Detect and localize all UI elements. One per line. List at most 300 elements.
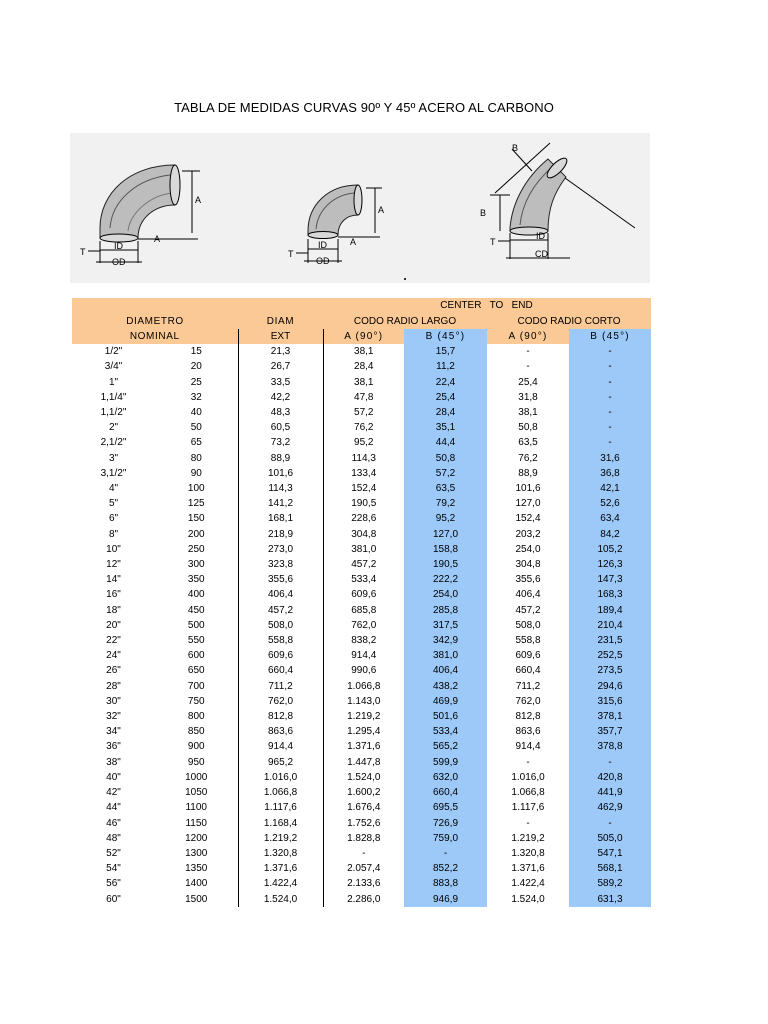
fig2-t: T: [288, 249, 294, 259]
b45-header: B (45°): [404, 329, 487, 344]
b45-corto-cell: 547,1: [569, 846, 651, 861]
table-row: [72, 542, 651, 557]
b45-corto-cell: 378,1: [569, 709, 651, 724]
b45-corto-cell: -: [569, 816, 651, 831]
nominal-inch-cell: 3": [108, 452, 119, 464]
fig1-t: T: [80, 247, 86, 257]
b45-largo-cell: 632,0: [404, 770, 487, 785]
diam-ext-cell: 1.117,6: [238, 800, 323, 815]
b45-corto-cell: 589,2: [569, 876, 651, 891]
nominal-dn-cell: 1150: [185, 817, 207, 829]
a90-corto-cell: -: [526, 361, 530, 373]
nominal-dn-cell: 700: [187, 680, 205, 692]
table-row: [72, 603, 651, 618]
a90-corto-cell: 88,9: [518, 467, 538, 479]
table-row: [72, 876, 651, 891]
nominal-dn-cell: 32: [190, 391, 202, 403]
b45-largo-cell: 342,9: [404, 633, 487, 648]
fig1-od: OD: [112, 257, 126, 267]
diam-ext-cell: 660,4: [238, 663, 323, 678]
header-row-1: [72, 298, 651, 314]
a90-corto-cell: 1.524,0: [511, 893, 545, 905]
a90-corto-cell: 1.320,8: [511, 847, 545, 859]
elbow-diagrams: [70, 133, 650, 283]
nominal-dn-cell: 1050: [185, 787, 208, 799]
table-row: [72, 420, 651, 435]
nominal-inch-cell: 6": [108, 513, 119, 525]
nominal-inch-cell: 46": [106, 817, 121, 829]
nominal-inch-cell: 34": [106, 726, 121, 738]
diam-ext-cell: 42,2: [238, 390, 323, 405]
b45-largo-cell: 44,4: [404, 435, 487, 450]
a90-largo-cell: 1.066,8: [323, 679, 404, 694]
nominal-dn-cell: 150: [187, 513, 205, 525]
nominal-dn-cell: 750: [187, 695, 205, 707]
a90-largo-cell: 1.143,0: [323, 694, 404, 709]
fig2-id: ID: [318, 240, 327, 250]
b45-largo-cell: 222,2: [404, 572, 487, 587]
a90-largo-cell: 76,2: [323, 420, 404, 435]
diam-ext-cell: 1.066,8: [238, 785, 323, 800]
a90-corto-cell: 38,1: [518, 407, 538, 419]
table-row: [72, 755, 651, 770]
a90-corto-cell: 863,6: [515, 726, 541, 738]
nominal-inch-cell: 1/2": [104, 346, 123, 358]
b45-corto-cell: -: [569, 359, 651, 374]
nominal-inch-cell: 24": [106, 650, 121, 662]
a90-largo-cell: 1.828,8: [323, 831, 404, 846]
nominal-dn-cell: 50: [190, 422, 202, 434]
a90-largo-cell: 685,8: [323, 603, 404, 618]
b45-corto-cell: 252,5: [569, 648, 651, 663]
b45-largo-cell: 533,4: [404, 724, 487, 739]
nominal-inch-cell: 4": [108, 483, 119, 495]
diam-ext-cell: 101,6: [238, 466, 323, 481]
table-row: [72, 481, 651, 496]
nominal-dn-cell: 20: [190, 361, 202, 373]
table-row: [72, 816, 651, 831]
b45-corto-cell: 31,6: [569, 451, 651, 466]
table-row: [72, 557, 651, 572]
codo-largo-header: CODO RADIO LARGO: [323, 314, 487, 330]
a90-largo-cell: 304,8: [323, 527, 404, 542]
table-row: [72, 633, 651, 648]
a90-largo-cell: 57,2: [323, 405, 404, 420]
a90-corto-header: A (90°): [487, 329, 569, 344]
diam-ext-cell: 218,9: [238, 527, 323, 542]
a90-corto-cell: 127,0: [515, 498, 541, 510]
a90-corto-cell: 1.117,6: [511, 802, 545, 814]
a90-largo-cell: 38,1: [323, 375, 404, 390]
diam-ext-cell: 457,2: [238, 603, 323, 618]
a90-largo-cell: 2.133,6: [323, 876, 404, 891]
b45-largo-cell: 79,2: [404, 496, 487, 511]
nominal-dn-cell: 125: [187, 498, 205, 510]
diam-ext-cell: 33,5: [238, 375, 323, 390]
b45-corto-cell: 273,5: [569, 663, 651, 678]
b45-corto-cell: 441,9: [569, 785, 651, 800]
diam-ext-cell: 1.168,4: [238, 816, 323, 831]
a90-largo-cell: 152,4: [323, 481, 404, 496]
nominal-dn-cell: 500: [187, 619, 205, 631]
a90-corto-cell: 63,5: [518, 437, 538, 449]
a90-corto-cell: 406,4: [515, 589, 541, 601]
table-row: [72, 435, 651, 450]
nominal-dn-cell: 1350: [185, 863, 208, 875]
diam-ext-cell: 558,8: [238, 633, 323, 648]
a90-largo-cell: 2.286,0: [323, 892, 404, 907]
diam-ext-cell: 1.320,8: [238, 846, 323, 861]
a90-largo-cell: 1.219,2: [323, 709, 404, 724]
nominal-dn-cell: 800: [187, 711, 205, 723]
table-row: [72, 785, 651, 800]
a90-largo-cell: 533,4: [323, 572, 404, 587]
diam-ext-cell: 508,0: [238, 618, 323, 633]
nominal-dn-cell: 100: [187, 483, 205, 495]
b45-largo-cell: 95,2: [404, 511, 487, 526]
codo-corto-header: CODO RADIO CORTO: [487, 314, 651, 330]
a90-largo-cell: 914,4: [323, 648, 404, 663]
a90-corto-cell: 50,8: [518, 422, 538, 434]
diam-ext-cell: 914,4: [238, 739, 323, 754]
diam-ext-cell: 48,3: [238, 405, 323, 420]
a90-largo-cell: 114,3: [323, 451, 404, 466]
nominal-inch-cell: 14": [106, 574, 121, 586]
a90-largo-cell: 990,6: [323, 663, 404, 678]
table-row: [72, 831, 651, 846]
a90-largo-cell: -: [323, 846, 404, 861]
a90-corto-cell: 1.066,8: [511, 787, 545, 799]
b45-largo-cell: 57,2: [404, 466, 487, 481]
nominal-inch-cell: 38": [106, 756, 121, 768]
nominal-dn-cell: 450: [187, 604, 205, 616]
fig2-a-horiz: A: [350, 237, 357, 247]
b45-corto-cell: -: [569, 405, 651, 420]
a90-corto-cell: 304,8: [515, 559, 541, 571]
nominal-inch-cell: 8": [108, 528, 119, 540]
a90-largo-cell: 47,8: [323, 390, 404, 405]
a90-corto-cell: -: [526, 756, 530, 768]
a90-largo-cell: 1.752,6: [323, 816, 404, 831]
diam-ext-cell: 1.524,0: [238, 892, 323, 907]
table-row: [72, 892, 651, 907]
a90-corto-cell: 1.016,0: [511, 771, 545, 783]
b45-corto-cell: 42,1: [569, 481, 651, 496]
a90-corto-cell: 812,8: [515, 711, 541, 723]
nominal-inch-cell: 52": [106, 847, 121, 859]
diam-ext-cell: 323,8: [238, 557, 323, 572]
fig2-od: OD: [316, 256, 330, 266]
b45-largo-cell: 254,0: [404, 587, 487, 602]
diam-ext-cell: 21,3: [238, 344, 323, 359]
table-row: [72, 572, 651, 587]
a90-corto-cell: -: [526, 346, 530, 358]
table-row: [72, 739, 651, 754]
nominal-dn-cell: 550: [187, 635, 205, 647]
a90-corto-cell: 660,4: [515, 665, 541, 677]
nominal-dn-cell: 650: [187, 665, 205, 677]
nominal-dn-cell: 40: [190, 407, 202, 419]
b45-largo-cell: 660,4: [404, 785, 487, 800]
table-row: [72, 694, 651, 709]
a90-corto-cell: 914,4: [515, 741, 541, 753]
a90-corto-cell: 1.219,2: [511, 832, 545, 844]
b45-corto-cell: 231,5: [569, 633, 651, 648]
diam-ext-cell: 355,6: [238, 572, 323, 587]
b45-corto-cell: 505,0: [569, 831, 651, 846]
nominal-inch-cell: 44": [106, 802, 121, 814]
a90-largo-cell: 1.295,4: [323, 724, 404, 739]
nominal-inch-cell: 1": [108, 376, 119, 388]
nominal-inch-cell: 2,1/2": [100, 437, 127, 449]
b45-corto-cell: 168,3: [569, 587, 651, 602]
nominal-dn-cell: 350: [187, 574, 205, 586]
b45-largo-cell: 852,2: [404, 861, 487, 876]
a90-corto-cell: 254,0: [515, 543, 541, 555]
table-row: [72, 709, 651, 724]
nominal-dn-cell: 15: [190, 346, 202, 358]
nominal-dn-cell: 1500: [185, 893, 208, 905]
b45-corto-cell: -: [569, 344, 651, 359]
diam-ext-cell: 273,0: [238, 542, 323, 557]
a90-corto-cell: 457,2: [515, 604, 541, 616]
diam-ext-cell: 609,6: [238, 648, 323, 663]
nominal-inch-cell: 3,1/2": [100, 467, 127, 479]
b45-largo-cell: 726,9: [404, 816, 487, 831]
nominal-inch-cell: 10": [106, 543, 121, 555]
dimensions-table: [72, 298, 651, 907]
a90-corto-cell: 101,6: [515, 483, 541, 495]
b45-largo-cell: 127,0: [404, 527, 487, 542]
diam-ext-cell: 762,0: [238, 694, 323, 709]
nominal-dn-cell: 1400: [185, 878, 208, 890]
nominal-inch-cell: 1,1/4": [100, 391, 127, 403]
nominal-inch-cell: 26": [106, 665, 121, 677]
a90-corto-cell: 1.422,4: [511, 878, 545, 890]
table-row: [72, 724, 651, 739]
nominal-header: NOMINAL: [72, 329, 238, 344]
fig1-a-vert: A: [195, 195, 202, 205]
nominal-dn-cell: 1300: [185, 847, 208, 859]
nominal-inch-cell: 36": [106, 741, 121, 753]
a90-corto-cell: 508,0: [515, 619, 541, 631]
b45-largo-cell: 759,0: [404, 831, 487, 846]
nominal-inch-cell: 56": [106, 878, 121, 890]
table-row: [72, 846, 651, 861]
b45-corto-cell: 126,3: [569, 557, 651, 572]
b45-largo-cell: 438,2: [404, 679, 487, 694]
table-row: [72, 861, 651, 876]
b45-corto-cell: 420,8: [569, 770, 651, 785]
diam-ext-cell: 114,3: [238, 481, 323, 496]
nominal-inch-cell: 3/4": [104, 361, 123, 373]
a90-corto-cell: 25,4: [518, 376, 538, 388]
b45-corto-cell: 63,4: [569, 511, 651, 526]
diam-ext-cell: 711,2: [238, 679, 323, 694]
table-row: [72, 466, 651, 481]
table-row: [72, 390, 651, 405]
a90-corto-cell: 762,0: [515, 695, 541, 707]
nominal-dn-cell: 900: [187, 741, 205, 753]
fig3-b-side: B: [480, 208, 487, 218]
a90-largo-cell: 1.676,4: [323, 800, 404, 815]
table-row: [72, 800, 651, 815]
b45-largo-cell: 946,9: [404, 892, 487, 907]
table-row: [72, 679, 651, 694]
a90-corto-cell: 152,4: [515, 513, 541, 525]
diam-ext-cell: 965,2: [238, 755, 323, 770]
b45-largo-cell: 35,1: [404, 420, 487, 435]
nominal-dn-cell: 950: [187, 756, 205, 768]
fig2-a-vert: A: [378, 205, 385, 215]
a90-corto-cell: -: [526, 817, 530, 829]
a90-largo-cell: 28,4: [323, 359, 404, 374]
fig3-t: T: [490, 237, 496, 247]
nominal-dn-cell: 300: [187, 559, 205, 571]
b45-corto-cell: 147,3: [569, 572, 651, 587]
ext-header: EXT: [238, 329, 323, 344]
nominal-dn-cell: 400: [187, 589, 205, 601]
a90-largo-cell: 190,5: [323, 496, 404, 511]
nominal-inch-cell: 42": [106, 787, 121, 799]
b45-corto-cell: 378,8: [569, 739, 651, 754]
a90-largo-cell: 609,6: [323, 587, 404, 602]
b45-corto-cell: 462,9: [569, 800, 651, 815]
a90-largo-cell: 1.371,6: [323, 739, 404, 754]
b45-corto-cell: 189,4: [569, 603, 651, 618]
diam-ext-cell: 863,6: [238, 724, 323, 739]
b45-largo-cell: 599,9: [404, 755, 487, 770]
table-row: [72, 770, 651, 785]
fig3-b-top: B: [512, 143, 519, 153]
a90-largo-cell: 381,0: [323, 542, 404, 557]
diam-ext-cell: 26,7: [238, 359, 323, 374]
nominal-inch-cell: 28": [106, 680, 121, 692]
header-row-2: [72, 314, 651, 330]
b45-corto-cell: 294,6: [569, 679, 651, 694]
table-row: [72, 344, 651, 359]
diam-ext-cell: 141,2: [238, 496, 323, 511]
b45-largo-cell: 501,6: [404, 709, 487, 724]
a90-largo-cell: 838,2: [323, 633, 404, 648]
diam-ext-cell: 73,2: [238, 435, 323, 450]
nominal-inch-cell: 5": [108, 498, 119, 510]
b45-largo-cell: 28,4: [404, 405, 487, 420]
b45-corto-cell: -: [569, 390, 651, 405]
b45-largo-cell: 565,2: [404, 739, 487, 754]
b45-largo-cell: 190,5: [404, 557, 487, 572]
b45-largo-cell: 285,8: [404, 603, 487, 618]
nominal-dn-cell: 25: [190, 376, 202, 388]
nominal-dn-cell: 850: [187, 726, 205, 738]
b45-corto-cell: 315,6: [569, 694, 651, 709]
diam-ext-cell: 1.219,2: [238, 831, 323, 846]
b45-largo-cell: 469,9: [404, 694, 487, 709]
nominal-inch-cell: 2": [108, 422, 119, 434]
page-title: TABLA DE MEDIDAS CURVAS 90º Y 45º ACERO AL CARBONO: [174, 100, 554, 115]
nominal-inch-cell: 54": [106, 863, 121, 875]
nominal-inch-cell: 40": [106, 771, 121, 783]
b45-largo-cell: 11,2: [404, 359, 487, 374]
fig3-cd: CD: [535, 249, 548, 259]
b45-corto-cell: 357,7: [569, 724, 651, 739]
b45-corto-cell: 36,8: [569, 466, 651, 481]
a90-corto-cell: 203,2: [515, 528, 541, 540]
diam-ext-cell: 1.016,0: [238, 770, 323, 785]
nominal-dn-cell: 65: [190, 437, 202, 449]
a90-corto-cell: 558,8: [515, 635, 541, 647]
nominal-dn-cell: 600: [187, 650, 205, 662]
b45-corto-cell: 568,1: [569, 861, 651, 876]
b45-largo-cell: 63,5: [404, 481, 487, 496]
b45-corto-cell: 84,2: [569, 527, 651, 542]
table-row: [72, 648, 651, 663]
a90-largo-cell: 1.524,0: [323, 770, 404, 785]
nominal-inch-cell: 1,1/2": [100, 407, 127, 419]
nominal-inch-cell: 20": [106, 619, 121, 631]
b45-largo-cell: 25,4: [404, 390, 487, 405]
diam-ext-cell: 406,4: [238, 587, 323, 602]
b45-corto-header: B (45°): [569, 329, 651, 344]
table-row: [72, 511, 651, 526]
nominal-inch-cell: 12": [106, 559, 121, 571]
a90-largo-cell: 1.447,8: [323, 755, 404, 770]
b45-largo-cell: 22,4: [404, 375, 487, 390]
table-body: [72, 344, 651, 907]
diam-ext-cell: 812,8: [238, 709, 323, 724]
nominal-dn-cell: 1100: [185, 802, 207, 814]
table-row: [72, 663, 651, 678]
diam-ext-cell: 168,1: [238, 511, 323, 526]
nominal-dn-cell: 90: [190, 467, 202, 479]
b45-corto-cell: 52,6: [569, 496, 651, 511]
diam-ext-cell: 88,9: [238, 451, 323, 466]
table-row: [72, 405, 651, 420]
b45-largo-cell: 158,8: [404, 542, 487, 557]
table-row: [72, 618, 651, 633]
b45-largo-cell: 883,8: [404, 876, 487, 891]
a90-corto-cell: 711,2: [515, 680, 541, 692]
b45-largo-cell: -: [404, 846, 487, 861]
diam-header: DIAM: [238, 314, 323, 330]
table-row: [72, 359, 651, 374]
table-row: [72, 527, 651, 542]
a90-largo-cell: 2.057,4: [323, 861, 404, 876]
nominal-dn-cell: 1200: [185, 832, 208, 844]
table-row: [72, 496, 651, 511]
diam-ext-cell: 1.371,6: [238, 861, 323, 876]
table-row: [72, 451, 651, 466]
b45-largo-cell: 406,4: [404, 663, 487, 678]
a90-largo-cell: 95,2: [323, 435, 404, 450]
stray-dot: [404, 278, 406, 280]
fig1-id: ID: [114, 241, 123, 251]
table-row: [72, 375, 651, 390]
b45-largo-cell: 695,5: [404, 800, 487, 815]
a90-largo-cell: 1.600,2: [323, 785, 404, 800]
a90-corto-cell: 609,6: [515, 650, 541, 662]
nominal-inch-cell: 22": [106, 635, 121, 647]
a90-largo-cell: 38,1: [323, 344, 404, 359]
b45-corto-cell: 105,2: [569, 542, 651, 557]
nominal-dn-cell: 1000: [185, 771, 208, 783]
nominal-inch-cell: 30": [106, 695, 121, 707]
a90-corto-cell: 355,6: [515, 574, 541, 586]
b45-largo-cell: 15,7: [404, 344, 487, 359]
nominal-dn-cell: 80: [190, 452, 202, 464]
header-row-3: [72, 329, 651, 344]
fig3-id: ID: [536, 231, 545, 241]
